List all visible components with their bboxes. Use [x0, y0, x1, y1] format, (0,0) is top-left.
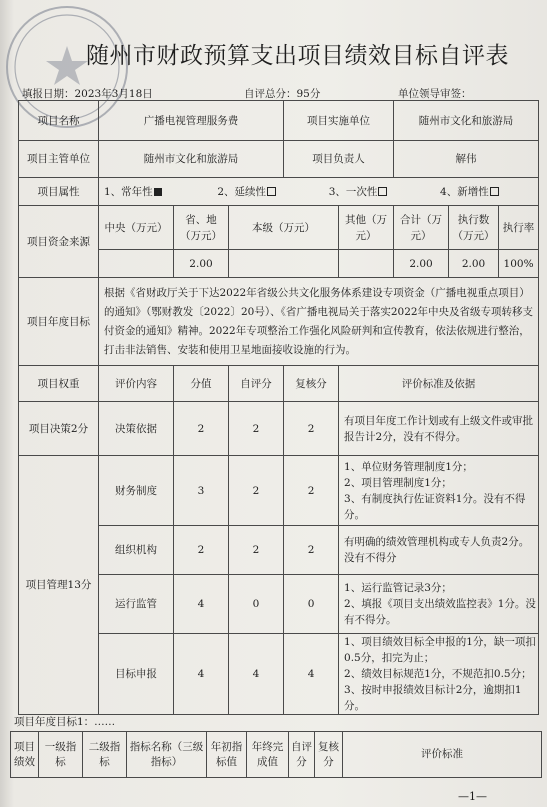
leader-sign: 单位领导审签： — [398, 88, 472, 100]
annual-goal-text: 根据《省财政厅关于下达2022年省级公共文化服务体系建设专项资金（广播电视重点项目）的通知》（鄂财教发〔2022〕20号）、《省广播电视局关于落实2022年中央及省级专项转移支付资金的通知》精神。2022年专项整治工作强化风险研判和宣传教育，依法依规进行整治，打击非法销售、安装和使用卫星地面接收设施的行为。 — [99, 278, 539, 366]
mgmt-item-self: 2 — [229, 456, 284, 526]
perf-header-review: 复核分 — [315, 732, 343, 778]
total-score: 自评总分：95分 — [244, 88, 321, 100]
mgmt-item-criteria — [339, 526, 539, 575]
perf-header-level1: 一级指标 — [39, 732, 83, 778]
table-row — [19, 456, 539, 526]
criteria-line: 2、项目管理制度1分； — [344, 476, 452, 489]
annual-goal-1: 项目年度目标1：…… — [14, 716, 116, 728]
mgmt-item-score: 4 — [174, 634, 229, 715]
perf-header-criteria: 评价标准 — [343, 732, 542, 778]
page-title: 随州市财政预算支出项目绩效目标自评表 — [86, 43, 509, 69]
weight-header-content: 评价内容 — [99, 366, 174, 402]
mgmt-item-self: 2 — [229, 526, 284, 575]
mgmt-item-name: 组织机构 — [99, 526, 174, 575]
mgmt-item-review: 2 — [284, 456, 339, 526]
mgmt-item-score: 3 — [174, 456, 229, 526]
mgmt-item-name: 目标申报 — [99, 634, 174, 715]
mgmt-item-self: 4 — [229, 634, 284, 715]
perf-header-initial: 年初指标值 — [207, 732, 247, 778]
row-project-name — [19, 101, 539, 141]
criteria-line: 1、项目绩效目标全申报的1分，缺一项扣0.5分，扣完为止； — [344, 636, 536, 664]
row-fund-headers — [19, 206, 539, 250]
owner-value: 解伟 — [394, 141, 539, 178]
criteria-line: 1、运行监管记录3分； — [344, 582, 452, 594]
criteria-line: 3、按时申报绩效目标计2分，逾期扣1分。 — [344, 684, 522, 712]
mgmt-item-review: 2 — [284, 526, 339, 575]
impl-unit-value: 随州市文化和旅游局 — [394, 101, 539, 141]
criteria-line: 2、绩效目标规范1分，不规范扣0.5分； — [344, 668, 532, 680]
mgmt-item-review: 4 — [284, 634, 339, 715]
checkbox-empty-icon — [267, 187, 276, 196]
decision-group: 项目决策2分 — [19, 402, 99, 456]
checkbox-empty-icon — [490, 187, 499, 196]
dept-label: 项目主管单位 — [19, 141, 99, 178]
perf-header-level2: 二级指标 — [83, 732, 127, 778]
fund-header-executed: 执行数（万元） — [449, 206, 499, 250]
decision-score: 2 — [174, 402, 229, 456]
row-dept — [19, 141, 539, 178]
fund-header-local: 本级（万元） — [229, 206, 339, 250]
fund-value-province: 2.00 — [174, 250, 229, 278]
attr-label: 项目属性 — [19, 178, 99, 206]
decision-self: 2 — [229, 402, 284, 456]
performance-table-header — [10, 731, 542, 778]
fund-value-total: 2.00 — [394, 250, 449, 278]
decision-item: 决策依据 — [99, 402, 174, 456]
checkbox-checked-icon — [154, 188, 162, 196]
evaluation-table — [18, 100, 539, 715]
mgmt-item-self: 0 — [229, 575, 284, 634]
fund-header-rate: 执行率 — [499, 206, 539, 250]
mgmt-item-score: 2 — [174, 526, 229, 575]
impl-unit-label: 项目实施单位 — [284, 101, 394, 141]
project-name-value: 广播电视管理服务费 — [99, 101, 284, 141]
fund-value-executed-amount: 2.00 — [461, 257, 486, 270]
fund-value-local — [229, 250, 339, 278]
perf-header-self: 自评分 — [289, 732, 315, 778]
weight-header-weight: 项目权重 — [19, 366, 99, 402]
fund-header-total: 合计（万元） — [394, 206, 449, 250]
fill-date — [22, 86, 153, 101]
fill-date-label: 填报日期： — [22, 88, 75, 100]
page-number: —1— — [458, 790, 487, 803]
perf-header-final: 年终完成值 — [247, 732, 289, 778]
fund-value-central — [99, 250, 174, 278]
attr-item-1: 1、常年性 — [104, 185, 153, 198]
fund-header-central: 中央（万元） — [99, 206, 174, 250]
decision-criteria: 有项目年度工作计划或有上级文件或审批报告计2分，没有不得分。 — [339, 402, 539, 456]
mgmt-item-review: 0 — [284, 575, 339, 634]
fund-value-other — [339, 250, 394, 278]
mgmt-item-name: 财务制度 — [99, 456, 174, 526]
mgmt-item-name: 运行监管 — [99, 575, 174, 634]
project-name-label: 项目名称 — [19, 101, 99, 141]
annual-goal-label: 项目年度目标 — [19, 278, 99, 366]
table-row — [19, 402, 539, 456]
weight-header-self: 自评分 — [229, 366, 284, 402]
mgmt-item-score: 4 — [174, 575, 229, 634]
attr-options — [99, 178, 539, 206]
criteria-line: 1、单位财务管理制度1分； — [344, 460, 473, 473]
fund-value-rate: 100% — [499, 250, 539, 278]
fund-header-province: 省、地（万元） — [174, 206, 229, 250]
fund-header-other: 其他（万元） — [339, 206, 394, 250]
criteria-line: 2、填报《项目支出绩效监控表》1分。没有不得分。 — [344, 598, 536, 626]
attr-item-4: 4、新增性 — [440, 185, 489, 198]
dept-value: 随州市文化和旅游局 — [99, 141, 284, 178]
attr-item-2: 2、延续性 — [217, 185, 267, 198]
mgmt-item-criteria — [339, 575, 539, 634]
owner-label: 项目负责人 — [284, 141, 394, 178]
attr-item-3: 3、一次性 — [328, 185, 378, 198]
management-group: 项目管理13分 — [19, 456, 99, 715]
criteria-line: 有明确的绩效管理机构或专人负责2分。没有不得分 — [344, 536, 530, 564]
row-weight-header — [19, 366, 539, 402]
weight-header-criteria: 评价标准及依据 — [339, 366, 539, 402]
checkbox-empty-icon — [378, 187, 387, 196]
criteria-line: 3、有制度执行佐证资料1分。没有不得分。 — [344, 492, 526, 521]
decision-review: 2 — [284, 402, 339, 456]
perf-header-name: 指标名称（三级指标） — [127, 732, 207, 778]
mgmt-item-criteria — [339, 634, 539, 715]
perf-header-project: 项目绩效 — [11, 732, 39, 778]
weight-header-review: 复核分 — [284, 366, 339, 402]
row-attr — [19, 178, 539, 206]
fund-label: 项目资金来源 — [19, 206, 99, 278]
mgmt-item-criteria — [339, 456, 539, 526]
fund-value-executed — [449, 250, 499, 278]
performance-header-row — [11, 732, 542, 778]
row-annual-goal — [19, 278, 539, 366]
fill-date-value: 2023年3月18日 — [74, 88, 153, 100]
weight-header-score: 分值 — [174, 366, 229, 402]
